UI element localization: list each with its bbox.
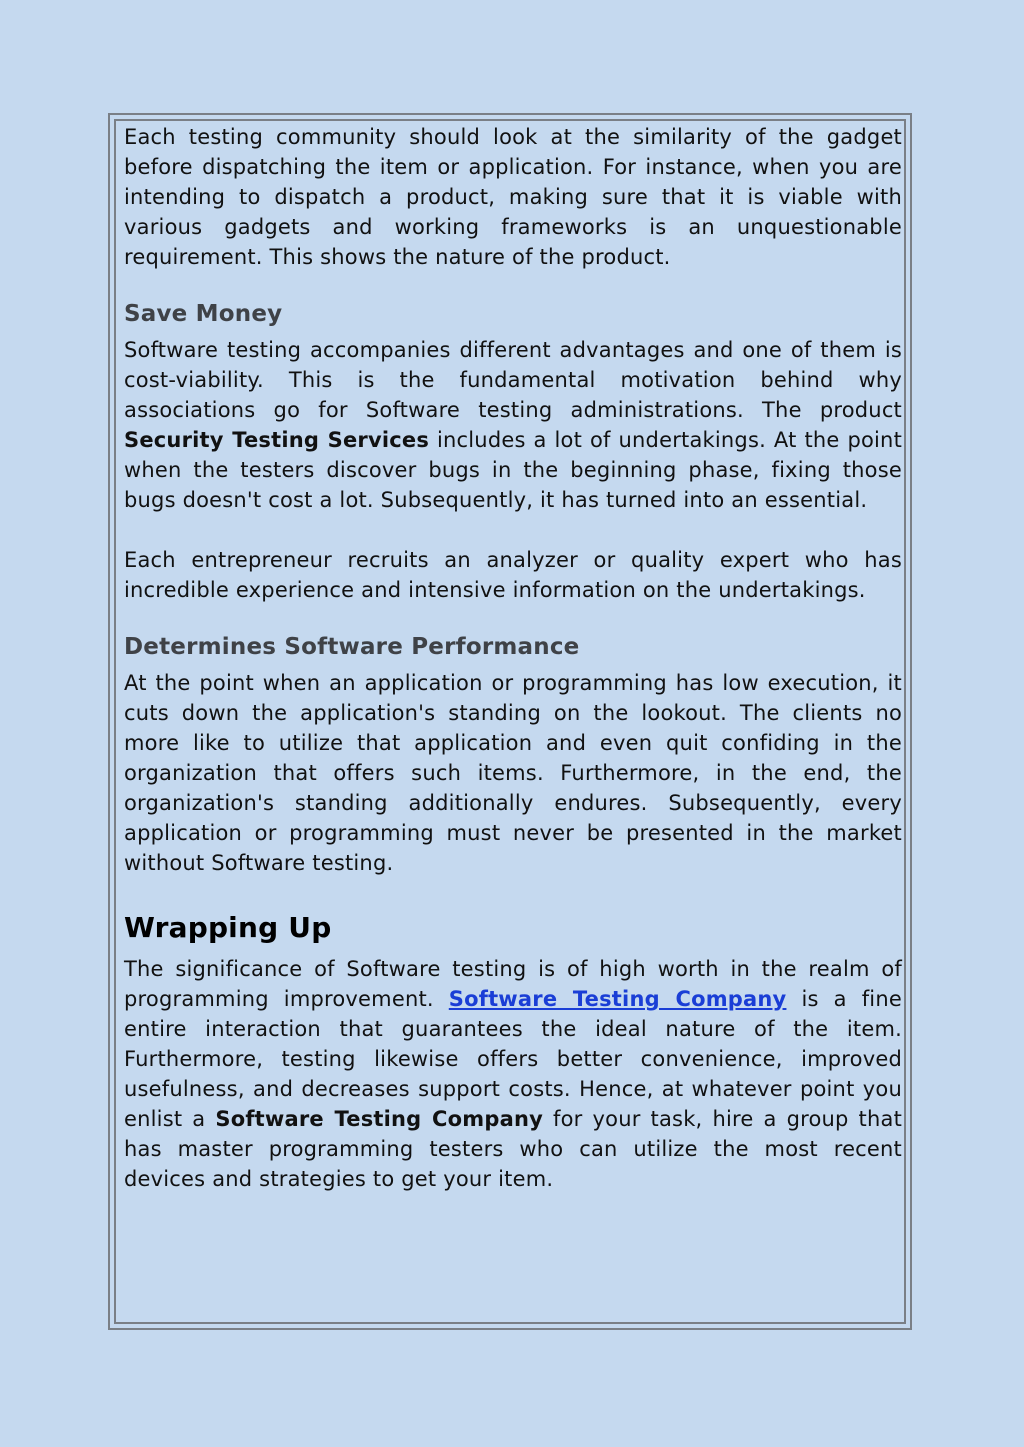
software-testing-company-bold: Software Testing Company xyxy=(215,1107,544,1131)
save-money-heading: Save Money xyxy=(124,301,283,327)
wrapping-text-c: for your task, hire a group that has master programming testers who can utilize the most recent devices and strategies to get your item. xyxy=(124,1107,903,1191)
save-money-text-a: Software testing accompanies different advantages and one of them is cost-viability. This is the fundamental motivation behind why associations go for Software testing administrations. The product xyxy=(124,338,902,422)
wrapping-text-b: is a fine entire interaction that guarantees the ideal nature of the item. Furthermore, testing likewise offers better convenience, improved usefulness, and decreases support costs. Hence, at whatever point you enlist a xyxy=(124,987,902,1131)
wrapping-up-heading: Wrapping Up xyxy=(124,911,332,944)
wrapping-text-a: The significance of Software testing is of high worth in the realm of programming improvement. xyxy=(124,957,902,1011)
software-testing-company-link[interactable]: Software Testing Company xyxy=(448,987,787,1011)
save-money-paragraph xyxy=(124,335,902,515)
document-body xyxy=(124,122,902,1194)
entrepreneur-paragraph: Each entrepreneur recruits an analyzer or quality expert who has incredible experience and intensive information on the undertakings. xyxy=(124,548,902,602)
security-testing-services-bold: Security Testing Services xyxy=(124,428,430,452)
intro-paragraph: Each testing community should look at the similarity of the gadget before dispatching the item or application. For instance, when you are intending to dispatch a product, making sure that it is viable with various gadgets and working frameworks is an unquestionable requirement. This shows the nature of the product. xyxy=(124,125,902,269)
wrapping-up-paragraph xyxy=(124,954,902,1194)
performance-paragraph: At the point when an application or programming has low execution, it cuts down the application's standing on the lookout. The clients no more like to utilize that application and even quit confiding in the organization that offers such items. Furthermore, in the end, the organization's standing additionally endures. Subsequently, every application or programming must never be presented in the market without Software testing. xyxy=(124,671,902,875)
save-money-text-b: includes a lot of undertakings. At the point when the testers discover bugs in the beginning phase, fixing those bugs doesn't cost a lot. Subsequently, it has turned into an essential. xyxy=(124,428,902,512)
performance-heading: Determines Software Performance xyxy=(124,634,580,660)
